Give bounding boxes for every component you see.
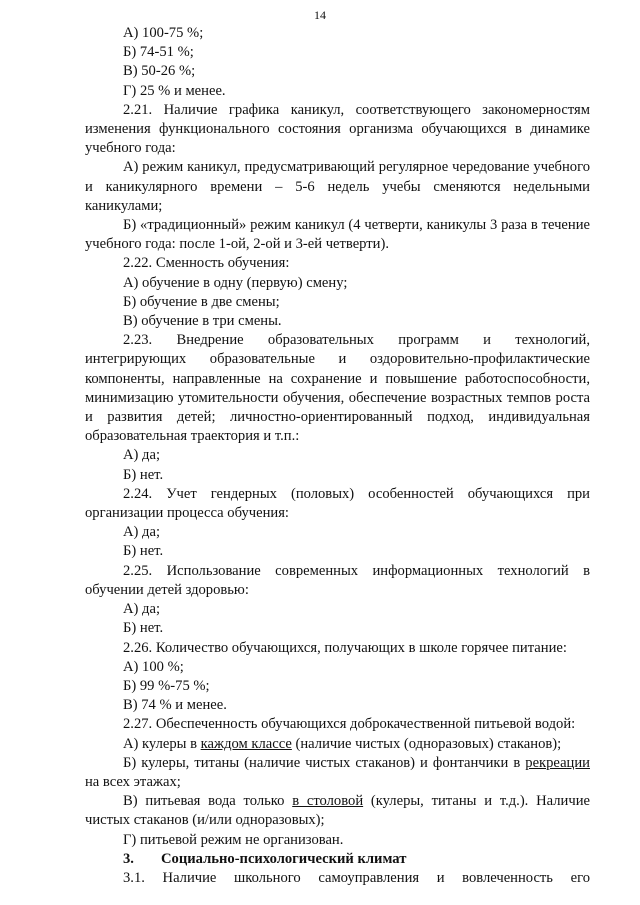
option-line: В) обучение в три смены. xyxy=(123,313,282,330)
page-number: 14 xyxy=(314,8,326,22)
question-2-26: 2.26. Количество обучающихся, получающих в школе горячее питание: xyxy=(123,639,567,656)
option-text: на всех этажах; xyxy=(85,773,181,790)
option-line: А) 100-75 %; xyxy=(123,25,204,41)
option-line: Б) нет. xyxy=(123,543,164,560)
underlined-text: каждом классе xyxy=(200,735,292,752)
option-line: Б) нет. xyxy=(123,466,164,483)
question-3-1: 3.1. Наличие школьного самоуправления и вовлеченность его xyxy=(123,869,590,886)
option-line: Б) 74-51 %; xyxy=(123,44,194,61)
question-2-23: 2.23. Внедрение образовательных программ и технологий, интегрирующих образовательные и оздоровительно-профилактические компоненты, направленные на сохранение и повышение работоспособности, минимизацию утомительности обучения, обеспечение возрастных темпов роста и развития детей; личностно-ориентированный подход, индивидуальная образовательная траектория и т.п.: xyxy=(85,332,590,445)
question-2-24: 2.24. Учет гендерных (половых) особенностей обучающихся при организации процесса обучения: xyxy=(85,485,590,522)
question-2-27: 2.27. Обеспеченность обучающихся доброкачественной питьевой водой: xyxy=(123,716,576,733)
option-line: В) 74 % и менее. xyxy=(123,697,227,714)
option-line: А) да; xyxy=(123,524,161,541)
option-line xyxy=(85,792,590,830)
option-line: В) 50-26 %; xyxy=(123,63,196,80)
option-text: (кулеры, титаны и т.д.). Наличие чистых стаканов (и/или одноразовых); xyxy=(85,793,590,829)
option-line: А) да; xyxy=(123,601,161,618)
section-number: 3. xyxy=(123,850,134,867)
option-line: А) 100 %; xyxy=(123,658,184,675)
option-text: Б) кулеры, титаны (наличие чистых стаканов) и фонтанчики в xyxy=(123,754,526,771)
question-2-22: 2.22. Сменность обучения: xyxy=(123,255,290,272)
option-line: Б) 99 %-75 %; xyxy=(123,677,210,694)
option-line: А) обучение в одну (первую) смену; xyxy=(123,274,348,291)
page-content xyxy=(85,24,590,888)
option-text: В) питьевая вода только xyxy=(123,793,293,810)
option-line: Б) обучение в две смены; xyxy=(123,293,280,310)
option-line: Б) нет. xyxy=(123,620,164,637)
option-text: (наличие чистых (одноразовых) стаканов); xyxy=(291,735,562,752)
option-line: Г) 25 % и менее. xyxy=(123,82,226,99)
option-line: А) да; xyxy=(123,447,161,464)
option-line: Г) питьевой режим не организован. xyxy=(123,831,344,848)
underlined-text: в столовой xyxy=(292,793,364,810)
question-2-25: 2.25. Использование современных информационных технологий в обучении детей здоровью: xyxy=(85,562,590,598)
option-text: А) кулеры в xyxy=(123,735,201,752)
option-line: А) режим каникул, предусматривающий регулярное чередование учебного и каникулярного времени – 5-6 недель учебы сменяются недельными каникулами; xyxy=(85,159,590,214)
question-2-21: 2.21. Наличие графика каникул, соответствующего закономерностям изменения функционального состояния организма обучающихся в динамике учебного года: xyxy=(85,101,590,157)
option-line xyxy=(85,754,590,792)
section-heading xyxy=(85,850,590,869)
underlined-text: рекреации xyxy=(525,754,590,771)
option-line xyxy=(85,735,590,754)
option-line: Б) «традиционный» режим каникул (4 четверти, каникулы 3 раза в течение учебного года: после 1-ой, 2-ой и 3-ей четверти). xyxy=(85,217,590,253)
section-title: Социально-психологический климат xyxy=(161,850,407,867)
